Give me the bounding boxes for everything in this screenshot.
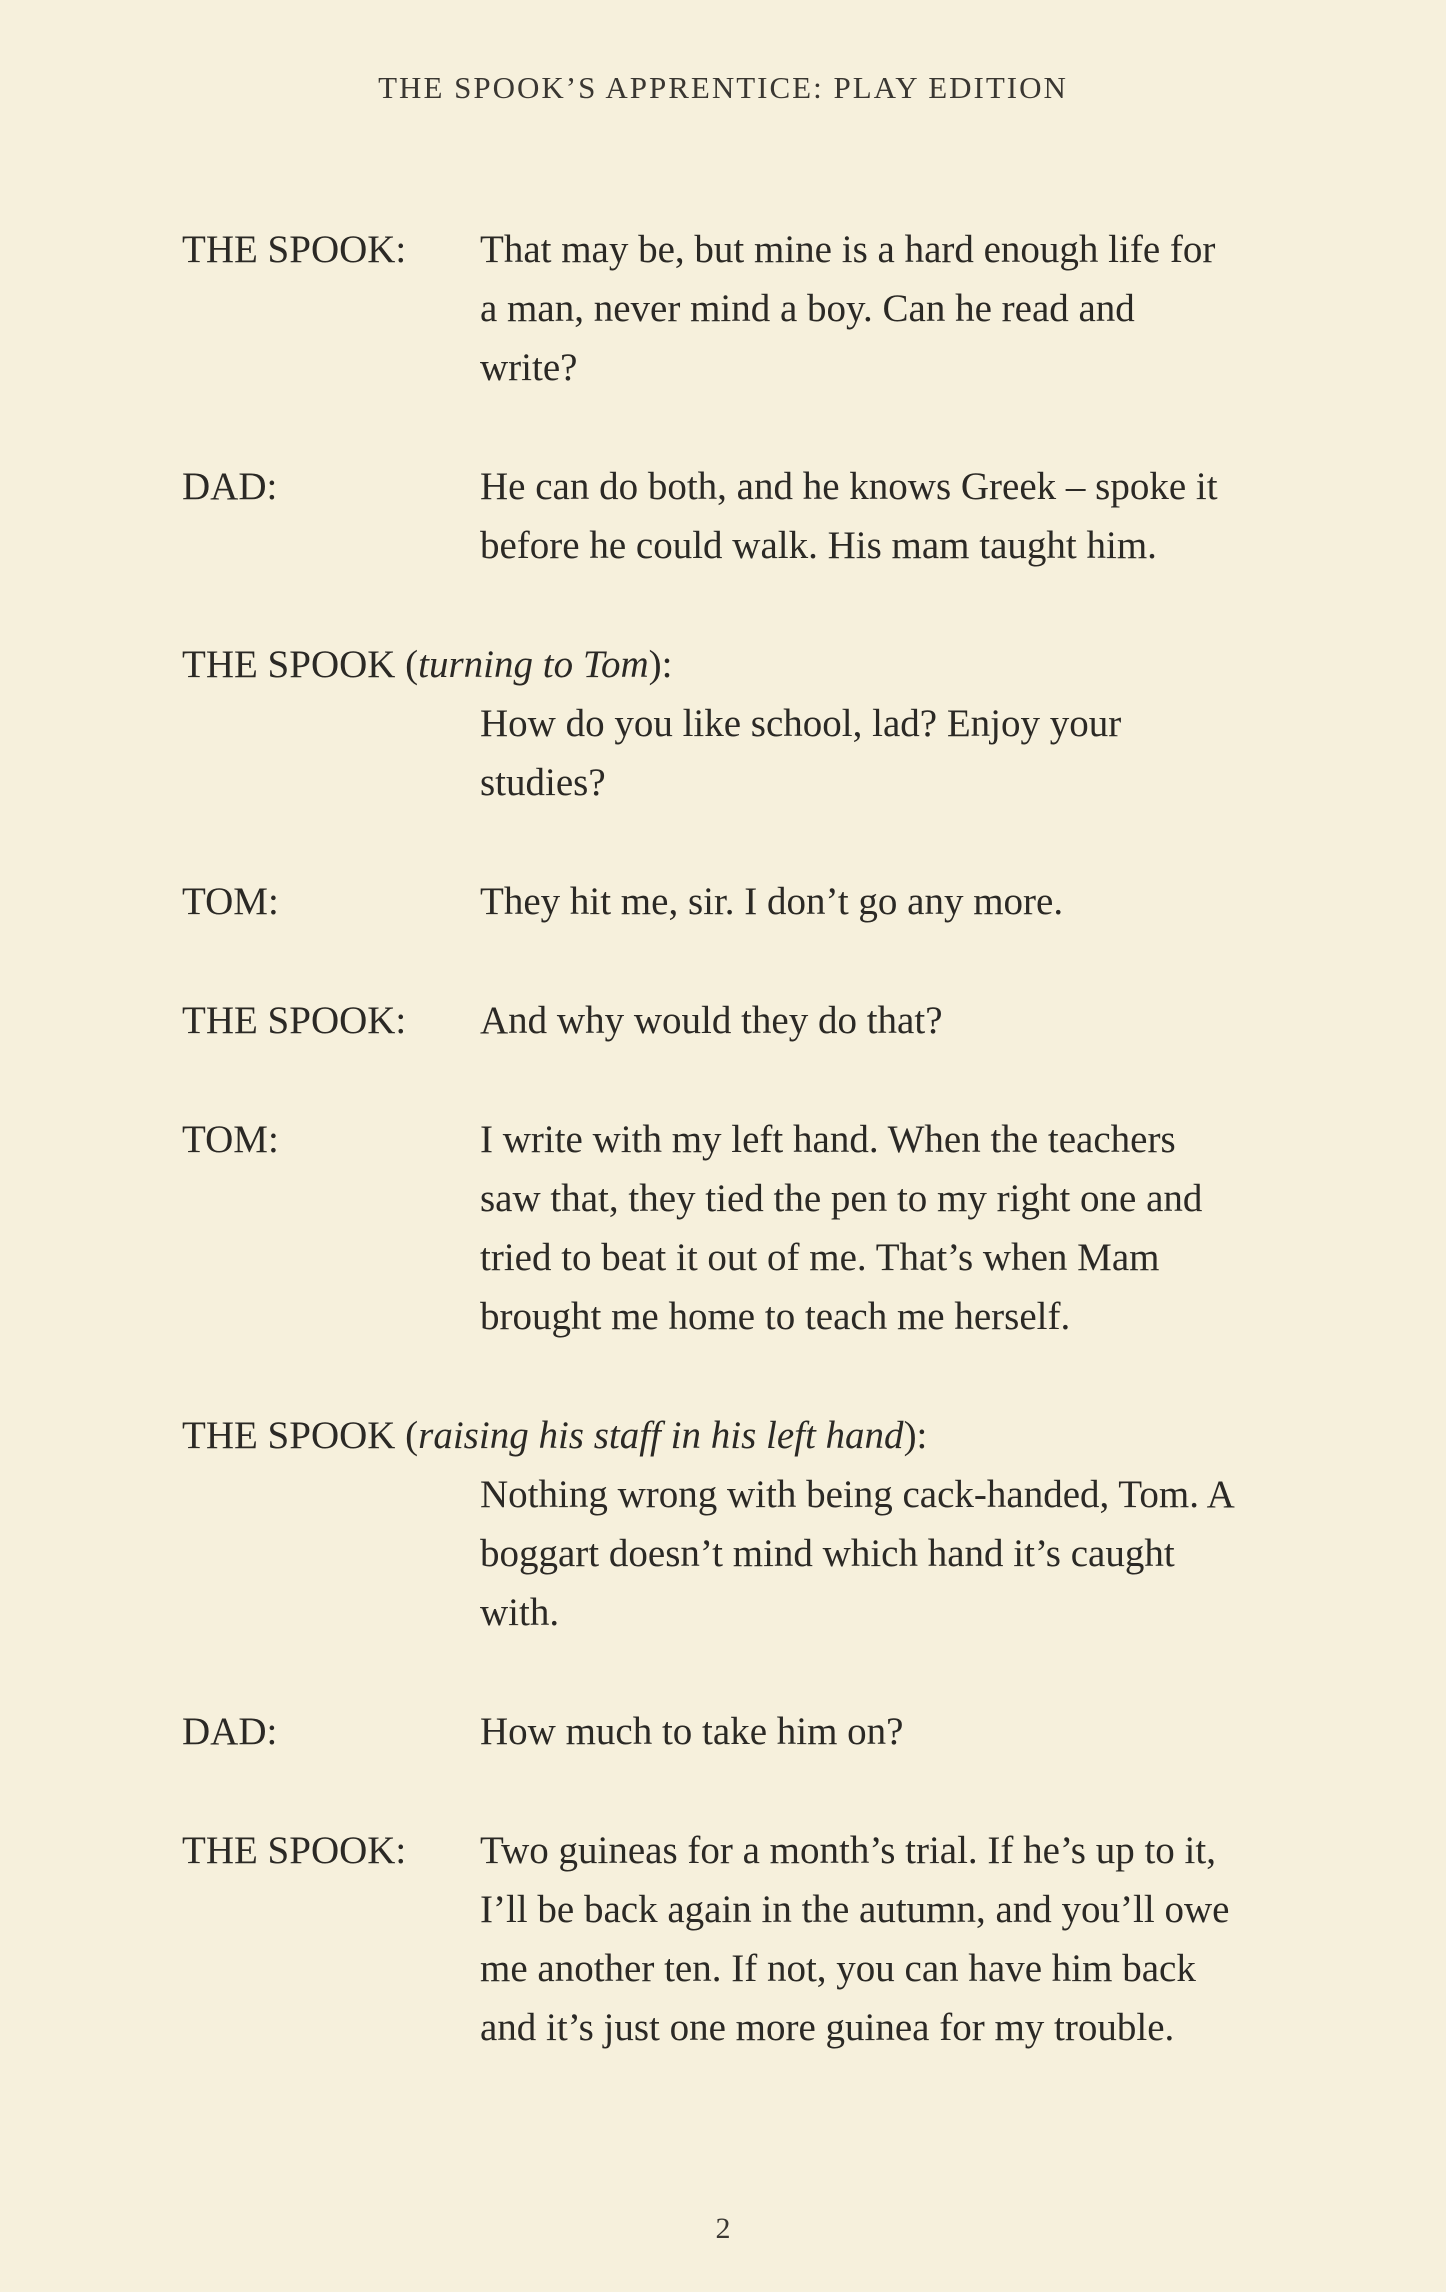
dialogue-entry [182,1110,1302,1346]
dialogue-entry [182,1406,1302,1642]
stage-direction: raising his staff in his left hand [418,1414,904,1457]
dialogue-entry [182,1821,1302,2057]
speaker-line [182,635,1302,694]
running-head: THE SPOOK’S APPRENTICE: PLAY EDITION [378,70,1068,105]
speaker-name: TOM: [182,1118,279,1161]
speech-text: I write with my left hand. When the teachers saw that, they tied the pen to my right one and tried to beat it out of me. That’s when Mam brought me home to teach me herself. [480,1118,1203,1338]
stage-direction: turning to Tom [418,643,649,686]
speaker-name: THE SPOOK: [182,228,407,271]
dialogue-entry [182,635,1302,812]
speaker-name-end: ): [648,643,673,686]
speech-text: They hit me, sir. I don’t go any more. [480,880,1064,923]
dialogue-entry [182,872,1302,931]
dialogue-entry [182,457,1302,575]
dialogue-entry [182,220,1302,397]
speaker-name: THE SPOOK: [182,999,407,1042]
page-number: 2 [715,2212,731,2245]
speaker-name: DAD: [182,465,278,508]
speaker-name: THE SPOOK ( [182,1414,419,1457]
speech-text: How do you like school, lad? Enjoy your studies? [480,702,1122,804]
dialogue-entry [182,991,1302,1050]
speech-text: He can do both, and he knows Greek – spoke it before he could walk. His mam taught him. [480,465,1218,567]
speech-text: And why would they do that? [480,999,943,1042]
speaker-name-end: ): [903,1414,928,1457]
speaker-name: TOM: [182,880,279,923]
speech-text: Two guineas for a month’s trial. If he’s up to it, I’ll be back again in the autumn, and you’ll owe me another ten. If not, you can have him back and it’s just one more guinea for my trouble. [480,1829,1230,2049]
speaker-name: THE SPOOK ( [182,643,419,686]
speech-text: Nothing wrong with being cack-handed, Tom. A boggart doesn’t mind which hand it’s caught with. [480,1473,1233,1634]
speech-text: That may be, but mine is a hard enough life for a man, never mind a boy. Can he read and write? [480,228,1216,389]
speaker-name: THE SPOOK: [182,1829,407,1872]
dialogue-entry [182,1702,1302,1761]
speaker-line [182,1406,1302,1465]
speech-text: How much to take him on? [480,1710,904,1753]
speaker-name: DAD: [182,1710,278,1753]
script-body [182,220,1302,2117]
